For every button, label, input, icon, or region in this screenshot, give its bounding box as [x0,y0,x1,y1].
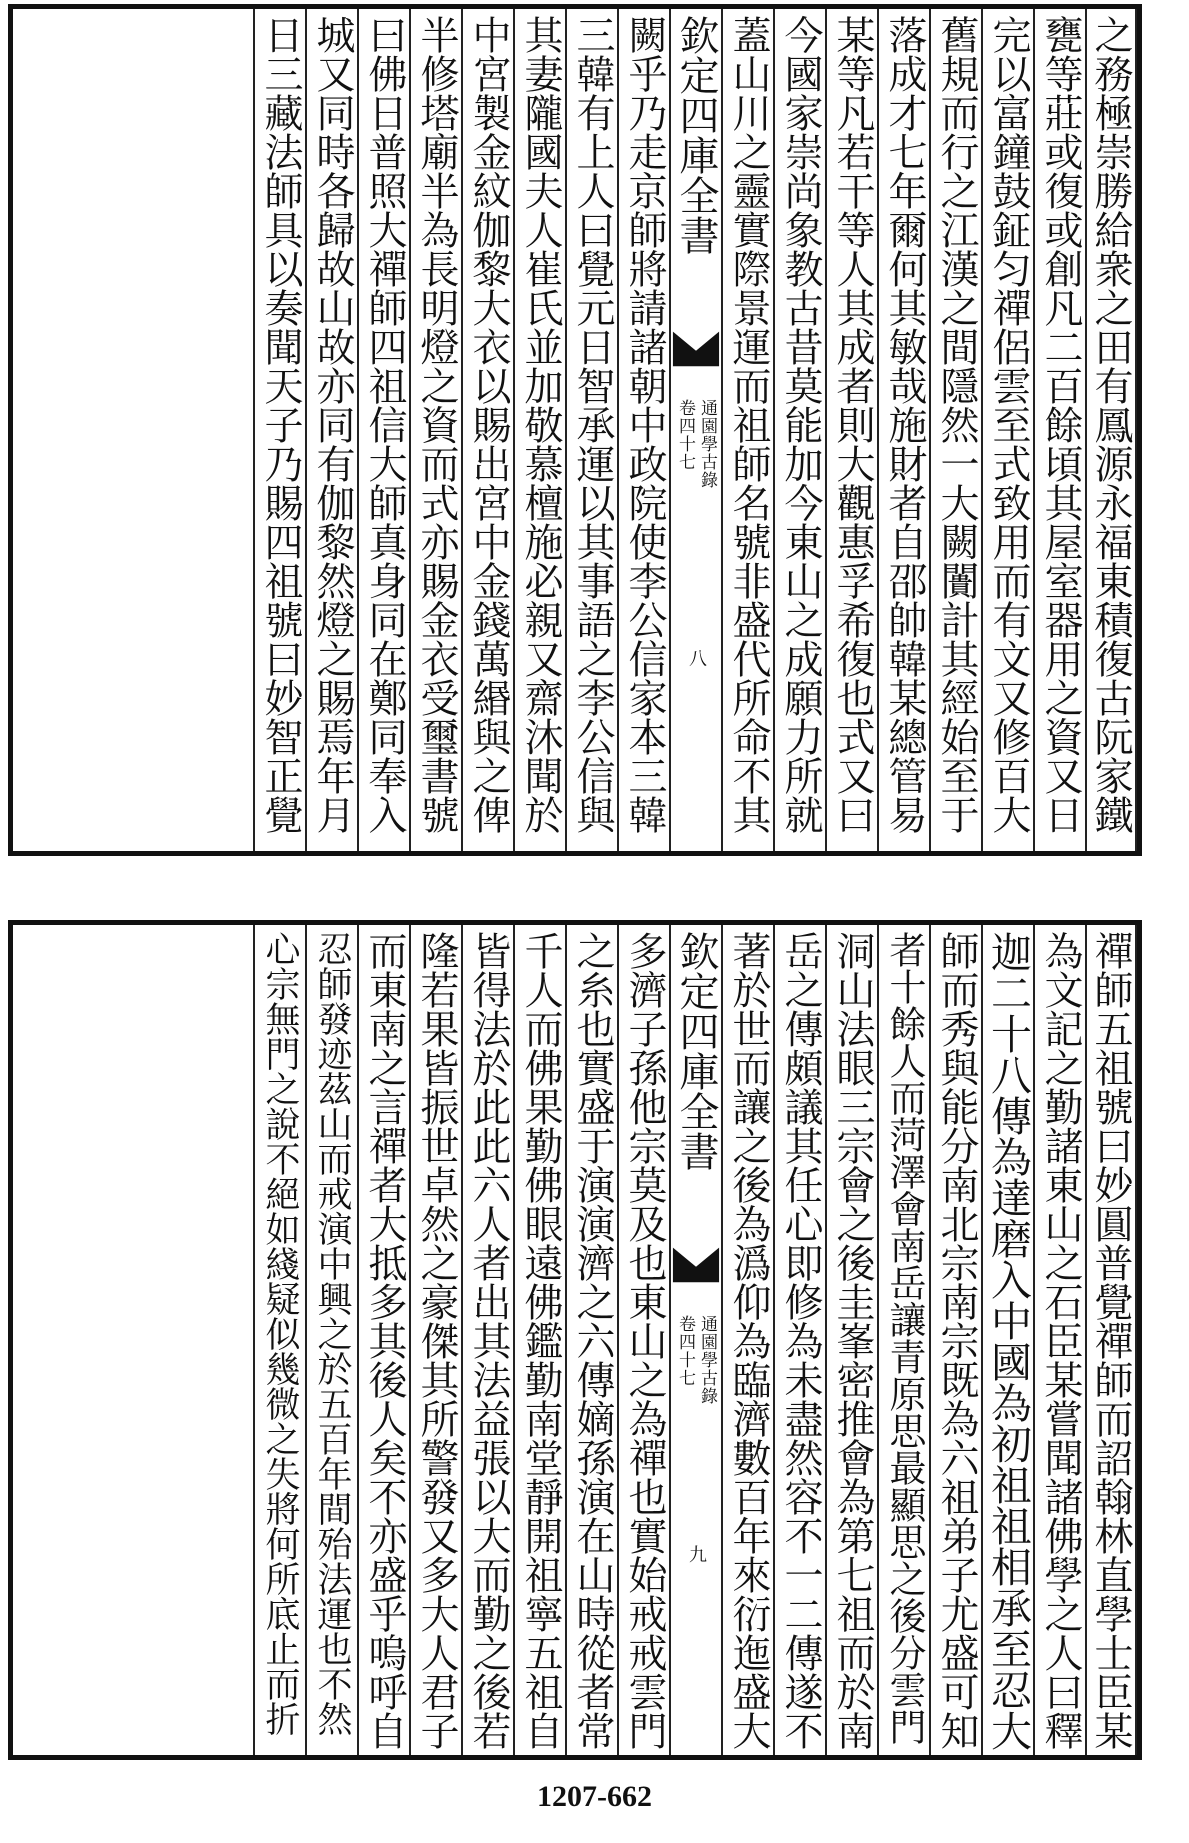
bottom-page [8,920,1142,1760]
text-column: 洞山法眼三宗會之後圭峯密推會為第七祖而於南 [825,925,877,1755]
banner-title: 欽定四庫全書 [673,15,719,255]
text-column: 隆若果皆振世卓然之豪傑其所警發又多大人君子 [409,925,461,1755]
text-column: 而東南之言禪者大抵多其後人矣不亦盛乎嗚呼自 [357,925,409,1755]
text-column: 著於世而讓之後為潙仰為臨濟數百年來衍迤盛大 [721,925,773,1755]
fish-tail-mark-icon [671,1237,721,1287]
text-column: 某等凡若干等人其成者則大觀惠孚希復也式又曰 [825,9,877,851]
text-column: 師而秀與能分南北宗南宗既為六祖弟子尤盛可知 [929,925,981,1755]
text-column: 為文記之勤諸東山之石臣某嘗聞諸佛學之人曰釋 [1033,925,1085,1755]
text-column: 禪師五祖號曰妙圓普覺禪師而詔翰林直學士臣某 [1085,925,1137,1755]
banner-folio-number: 九 [686,1545,707,1563]
text-column: 迦二十八傳為達磨入中國為初祖祖相承至忍大 [981,925,1033,1755]
text-column: 者十餘人而菏澤會南岳讓青原思最顯思之後分雲門 [877,925,929,1755]
text-column: 半修塔廟半為長明燈之資而式亦賜金衣受璽書號 [409,9,461,851]
text-column: 曰佛日普照大禪師四祖信大師真身同在鄭同奉入 [357,9,409,851]
banner-book-name: 通園學古錄 [697,1315,717,1405]
text-column: 皆得法於此此六人者出其法益張以大而勤之後若 [461,925,513,1755]
text-column: 其妻隴國夫人崔氏並加敬慕檀施必親又齋沐聞於 [513,9,565,851]
banner-juan-number: 卷四十七 [675,1315,695,1387]
fish-tail-mark-icon [671,321,721,371]
banner-column [669,925,721,1755]
text-column: 之糸也實盛于演演濟之六傳嫡孫演在山時從者常 [565,925,617,1755]
text-column: 日三藏法師具以奏聞天子乃賜四祖號曰妙智正覺 [253,9,305,851]
text-column: 中宮製金紋伽黎大衣以賜出宮中金錢萬緡與之俾 [461,9,513,851]
banner-juan-number: 卷四十七 [675,399,695,471]
page-code: 1207-662 [537,1780,652,1813]
text-column: 忍師發迹茲山而戒演中興之於五百年間殆法運也不然 [305,925,357,1755]
text-column: 舊規而行之江漢之間隱然一大闕闠計其經始至于 [929,9,981,851]
text-column: 多濟子孫他宗莫及也東山之為禪也實始戒戒雲門 [617,925,669,1755]
banner-title: 欽定四庫全書 [673,931,719,1171]
text-column: 城又同時各歸故山故亦同有伽黎然燈之賜焉年月 [305,9,357,851]
text-column: 之務極崇勝給衆之田有鳳源永福東積復古阮家鐵 [1085,9,1137,851]
top-page [8,4,1142,856]
text-column: 甕等莊或復或創凡二百餘頃其屋室器用之資又日 [1033,9,1085,851]
text-column: 今國家崇尚象教古昔莫能加今東山之成願力所就 [773,9,825,851]
text-column: 岳之傳頗議其任心即修為未盡然容不一二傳遂不 [773,925,825,1755]
banner-folio-number: 八 [686,649,707,667]
banner-column [669,9,721,851]
text-column: 落成才七年爾何其敏哉施財者自邵帥韓某總管易 [877,9,929,851]
text-column: 千人而佛果勤佛眼遠佛鑑勤南堂靜開祖寧五祖自 [513,925,565,1755]
text-column: 完以富鐘鼓鉦匀禪侶雲至式致用而有文又修百大 [981,9,1033,851]
text-column: 三韓有上人曰覺元日智承運以其事語之李公信與 [565,9,617,851]
text-column: 闕乎乃走京師將請諸朝中政院使李公信家本三韓 [617,9,669,851]
text-column: 心宗無門之說不絕如綫疑似幾微之失將何所底止而折 [253,925,305,1755]
text-column: 蓋山川之靈實際景運而祖師名號非盛代所命不其 [721,9,773,851]
banner-book-name: 通園學古錄 [697,399,717,489]
